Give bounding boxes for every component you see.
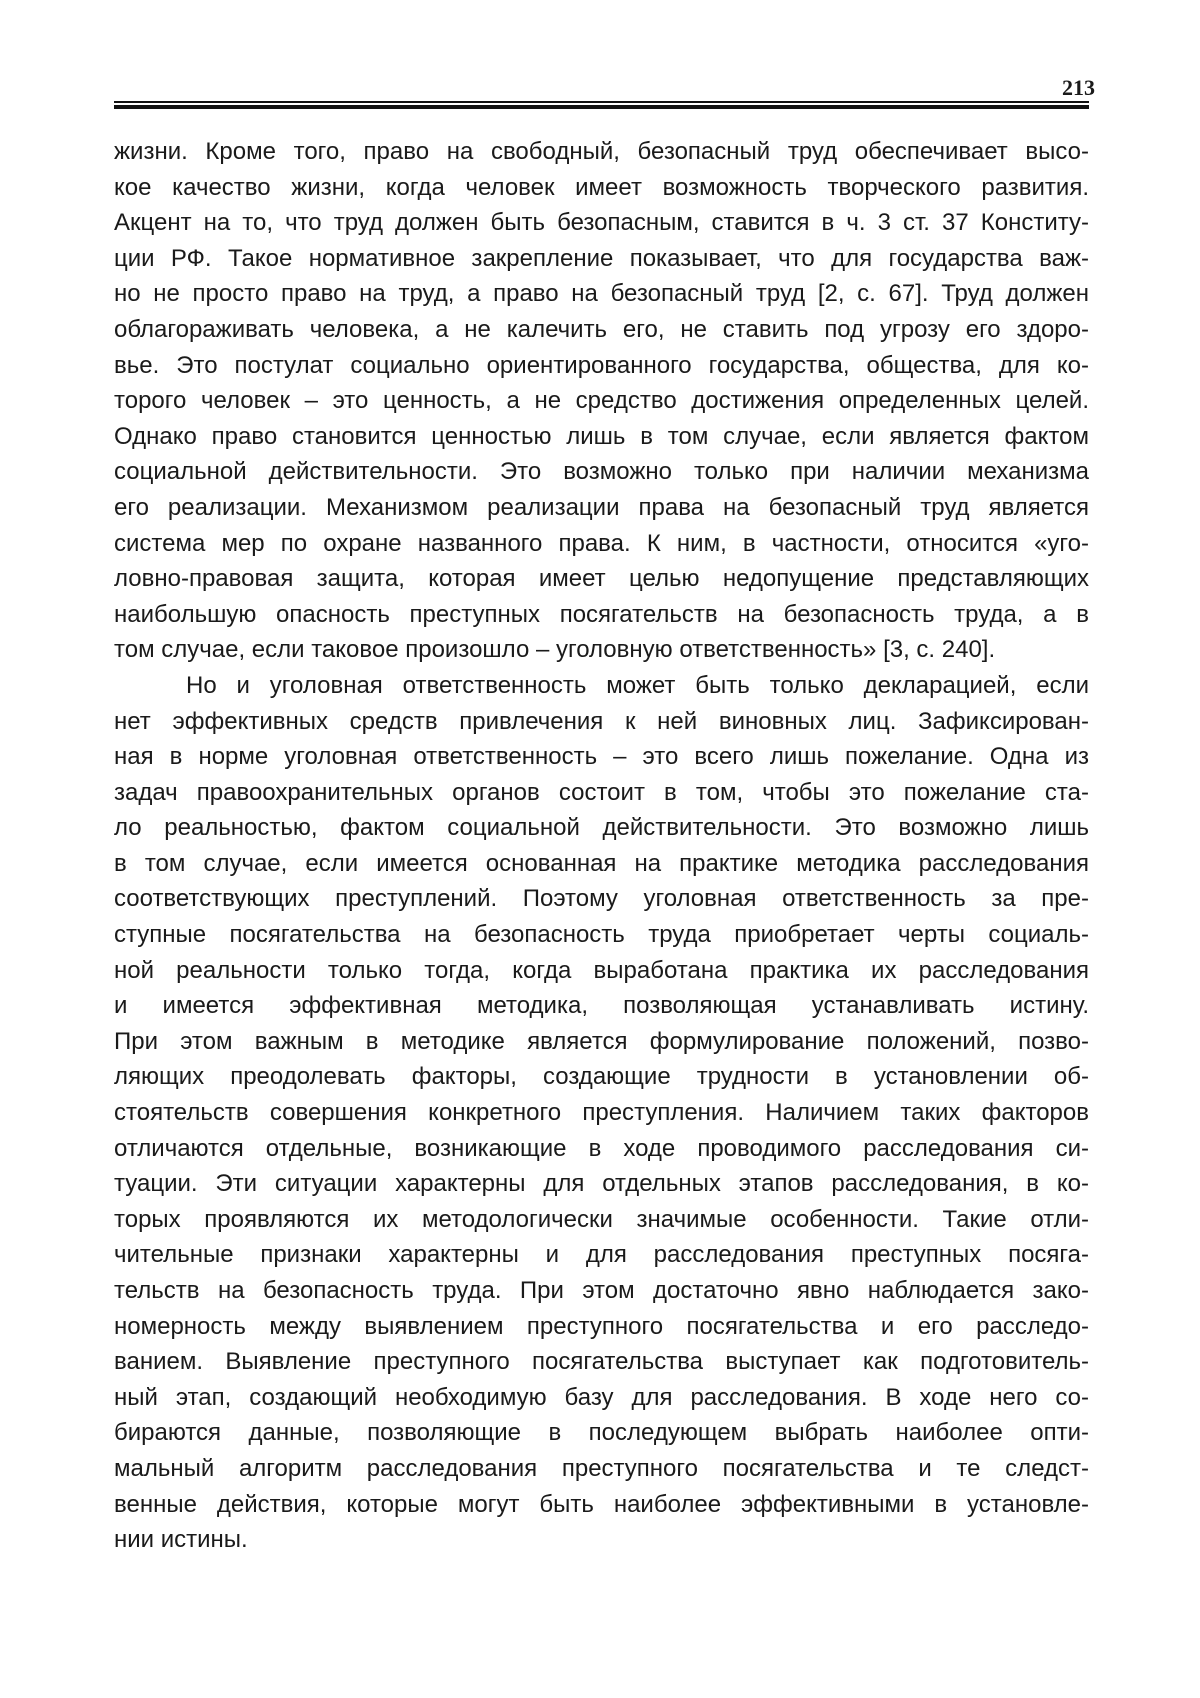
text-line: чительные признаки характерны и для расследования преступных посяга- <box>114 1241 1089 1269</box>
text-line: ванием. Выявление преступного посягательства выступает как подготовитель- <box>114 1348 1089 1376</box>
text-line: в том случае, если имеется основанная на практике методика расследования <box>114 849 1089 877</box>
page-number: 213 <box>1062 75 1095 100</box>
text-line: облагораживать человека, а не калечить его, не ставить под угрозу его здоро- <box>114 315 1089 343</box>
text-line: стоятельств совершения конкретного преступления. Наличием таких факторов <box>114 1099 1089 1127</box>
header-rule-thin <box>114 101 1089 103</box>
text-line: нии истины. <box>114 1526 248 1554</box>
text-line: его реализации. Механизмом реализации права на безопасный труд является <box>114 493 1089 521</box>
text-line: туации. Эти ситуации характерны для отдельных этапов расследования, в ко- <box>114 1170 1089 1198</box>
text-line: соответствующих преступлений. Поэтому уголовная ответственность за пре- <box>114 885 1089 913</box>
text-line: ции РФ. Такое нормативное закрепление показывает, что для государства важ- <box>114 244 1089 272</box>
text-line: мальный алгоритм расследования преступного посягательства и те следст- <box>114 1454 1089 1482</box>
paragraph <box>114 134 1089 668</box>
text-line: ло реальностью, фактом социальной действительности. Это возможно лишь <box>114 814 1089 842</box>
text-line: том случае, если таковое произошло – уголовную ответственность» [3, с. 240]. <box>114 636 996 664</box>
header-rule-thick <box>114 105 1089 109</box>
text-line: Акцент на то, что труд должен быть безопасным, ставится в ч. 3 ст. 37 Конститу- <box>114 209 1089 237</box>
text-line: вье. Это постулат социально ориентированного государства, общества, для ко- <box>114 351 1089 379</box>
text-line: венные действия, которые могут быть наиболее эффективными в установле- <box>114 1490 1089 1518</box>
text-line: отличаются отдельные, возникающие в ходе проводимого расследования си- <box>114 1134 1089 1162</box>
text-line: но не просто право на труд, а право на безопасный труд [2, с. 67]. Труд должен <box>114 280 1089 308</box>
text-line: нет эффективных средств привлечения к ней виновных лиц. Зафиксирован- <box>114 707 1089 735</box>
text-line: ляющих преодолевать факторы, создающие трудности в установлении об- <box>114 1063 1089 1091</box>
text-line: номерность между выявлением преступного посягательства и его расследо- <box>114 1312 1089 1340</box>
text-line: торых проявляются их методологически значимые особенности. Такие отли- <box>114 1205 1089 1233</box>
paragraph <box>114 668 1089 1558</box>
text-line: социальной действительности. Это возможно только при наличии механизма <box>114 458 1089 486</box>
text-line: кое качество жизни, когда человек имеет возможность творческого развития. <box>114 173 1089 201</box>
text-line: торого человек – это ценность, а не средство достижения определенных целей. <box>114 387 1089 415</box>
body-text <box>114 134 1089 1558</box>
text-line: При этом важным в методике является формулирование положений, позво- <box>114 1027 1089 1055</box>
header-rule <box>114 101 1089 109</box>
text-line: система мер по охране названного права. К ним, в частности, относится «уго- <box>114 529 1089 557</box>
text-line: ной реальности только тогда, когда выработана практика их расследования <box>114 956 1089 984</box>
text-line: жизни. Кроме того, право на свободный, безопасный труд обеспечивает высо- <box>114 138 1089 165</box>
text-line: тельств на безопасность труда. При этом достаточно явно наблюдается зако- <box>114 1277 1089 1304</box>
text-line: ная в норме уголовная ответственность – это всего лишь пожелание. Одна из <box>114 743 1089 771</box>
text-line: ный этап, создающий необходимую базу для расследования. В ходе него со- <box>114 1383 1089 1411</box>
text-line: Но и уголовная ответственность может быть только декларацией, если <box>186 671 1089 699</box>
text-line: Однако право становится ценностью лишь в том случае, если является фактом <box>114 422 1089 450</box>
text-line: наибольшую опасность преступных посягательств на безопасность труда, а в <box>114 600 1089 628</box>
text-line: бираются данные, позволяющие в последующем выбрать наиболее опти- <box>114 1419 1089 1447</box>
text-line: ступные посягательства на безопасность труда приобретает черты социаль- <box>114 921 1089 949</box>
text-line: ловно-правовая защита, которая имеет целью недопущение представляющих <box>114 565 1089 593</box>
text-line: и имеется эффективная методика, позволяющая устанавливать истину. <box>114 992 1089 1020</box>
text-line: задач правоохранительных органов состоит в том, чтобы это пожелание ста- <box>114 778 1089 806</box>
